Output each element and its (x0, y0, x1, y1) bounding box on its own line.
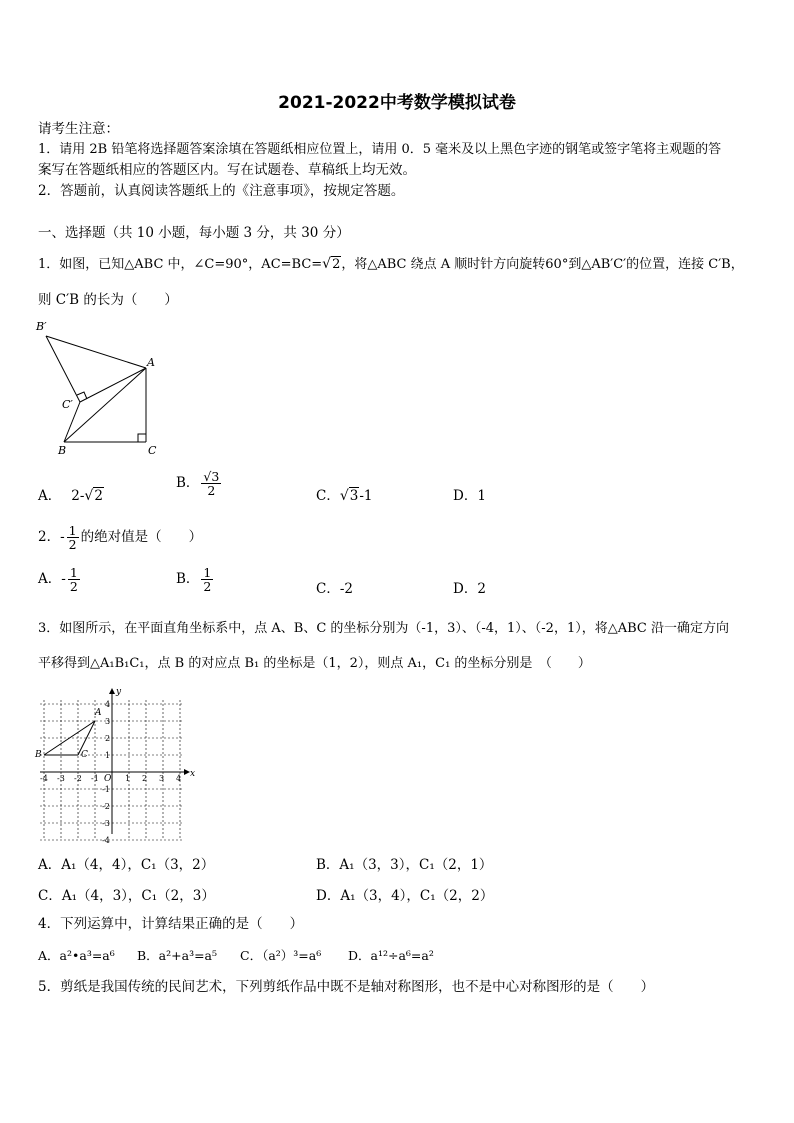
q3-x-tick-label: 4 (176, 774, 182, 783)
q3-x-tick-label: 1 (125, 774, 131, 783)
q1-option-b[interactable] (176, 470, 223, 497)
q3-x-tick-label: -2 (74, 774, 82, 783)
q2-frac-den: 2 (68, 537, 77, 553)
q2-frac-num: 1 (68, 523, 77, 538)
q2-option-b-label: B． (176, 571, 200, 588)
q1-label-bprime: B′ (36, 320, 47, 333)
q2-option-b[interactable] (176, 566, 215, 593)
q3-y-tick-label: -2 (102, 802, 110, 811)
q1-edge-bprime-a (46, 336, 146, 368)
notice-line-1: 1．请用 2B 铅笔将选择题答案涂填在答题纸相应位置上，请用 0．5 毫米及以上黑色字迹的钢笔或签字笔将主观题的答 (38, 142, 722, 157)
q3-y-tick-label: -4 (102, 836, 110, 845)
q3-y-tick-label: -1 (102, 785, 110, 794)
q1-edge-bprime-cprime (46, 336, 80, 402)
q1-right-angle-c (138, 434, 146, 442)
question-1-text (38, 255, 744, 274)
q1-option-a-sqrt: √2 (84, 488, 103, 504)
q4-option-c[interactable]: C．（a²）³=a⁶ (240, 948, 322, 963)
q3-y-tick-label: 3 (105, 717, 111, 726)
q3-x-tick-label: 3 (159, 774, 165, 783)
q3-point-c-label: C (81, 750, 88, 760)
q3-y-tick-label: -3 (102, 819, 110, 828)
question-3-line2: 平移得到△A₁B₁C₁，点 B 的对应点 B₁ 的坐标是（1，2），则点 A₁，C₁ 的坐标分别是 （ ） (38, 656, 591, 671)
q1-sqrt-value: 2 (332, 257, 341, 272)
q3-y-label: y (116, 687, 122, 697)
question-5-text: 5．剪纸是我国传统的民间艺术，下列剪纸作品中既不是轴对称图形，也不是中心对称图形的是（ ） (38, 979, 655, 995)
question-4-text: 4．下列运算中，计算结果正确的是（ ） (38, 916, 304, 932)
q1-text-a: 1．如图，已知△ABC 中，∠C=90°，AC=BC= (38, 257, 323, 272)
q1-option-a[interactable] (38, 484, 104, 504)
q2-option-a-num: 1 (69, 565, 78, 580)
notice-heading: 请考生注意： (38, 121, 119, 137)
q1-sqrt: √2 (322, 256, 341, 272)
q2-option-a[interactable] (38, 566, 82, 593)
q2-option-b-num: 1 (203, 565, 212, 580)
q1-edge-b-a (64, 368, 146, 442)
q1-rotation-figure (30, 318, 170, 460)
q1-edge-cprime-a (80, 368, 146, 402)
q3-y-tick-label: 4 (105, 700, 111, 709)
q2-option-a-den: 2 (69, 579, 78, 595)
q1-right-angle-cprime (77, 392, 87, 399)
q1-option-c-sqrt-value: 3 (349, 488, 359, 504)
q3-y-tick-label: 1 (105, 751, 111, 760)
q1-label-a: A (147, 356, 155, 369)
q3-option-c[interactable]: C．A₁（4，3），C₁（2，3） (38, 888, 215, 904)
q1-option-c[interactable] (316, 484, 373, 504)
q3-option-a[interactable]: A．A₁（4，4），C₁（3，2） (38, 857, 215, 873)
section-heading: 一、选择题（共 10 小题，每小题 3 分，共 30 分） (38, 225, 350, 241)
q1-option-c-post: -1 (359, 488, 373, 504)
q2-option-c[interactable]: C．-2 (316, 581, 353, 597)
q3-x-tick-label: -1 (91, 774, 99, 783)
page-title: 2021-2022中考数学模拟试卷 (278, 93, 516, 113)
notice-line-3: 2．答题前，认真阅读答题纸上的《注意事项》，按规定答题。 (38, 183, 405, 199)
q1-option-a-label: A． (38, 488, 62, 504)
q1-option-b-fraction (201, 470, 221, 497)
q4-option-d[interactable]: D．a¹²÷a⁶=a² (348, 948, 434, 963)
q2-option-d[interactable]: D．2 (453, 581, 486, 597)
q1-label-b: B (58, 444, 67, 457)
q1-option-d[interactable]: D．1 (453, 488, 486, 504)
q3-x-tick-label: 2 (142, 774, 148, 783)
q1-option-b-den: 2 (207, 483, 216, 499)
q1-text-b: ，将△ABC 绕点 A 顺时针方向旋转60°到△AB′C′的位置，连接 C′B， (341, 257, 744, 272)
q1-option-b-num: √3 (203, 469, 220, 484)
q2-option-b-den: 2 (203, 579, 212, 595)
q2-fraction (67, 524, 79, 551)
q3-coordinate-grid (34, 684, 198, 845)
q3-option-b[interactable]: B．A₁（3，3），C₁（2，1） (316, 857, 493, 873)
question-1-line2: 则 C′B 的长为（ ） (38, 292, 178, 308)
q1-option-a-sqrt-value: 2 (94, 488, 103, 504)
q3-option-d[interactable]: D．A₁（3，4），C₁（2，2） (316, 888, 494, 904)
q2-option-a-fraction (68, 566, 80, 593)
q1-label-c: C (148, 444, 157, 457)
q4-option-a[interactable]: A．a²•a³=a⁶ (38, 948, 115, 963)
q2-stem: 的绝对值是（ ） (80, 529, 203, 546)
q1-label-cprime: C′ (62, 398, 73, 411)
q2-option-a-label: A．- (38, 571, 66, 588)
q1-option-a-pre: 2- (71, 488, 85, 504)
q3-point-a-label: A (95, 708, 102, 718)
q2-option-b-fraction (201, 566, 213, 593)
q1-option-c-label: C． (316, 488, 340, 504)
q3-x-tick-label: -4 (40, 774, 48, 783)
q4-option-b[interactable]: B．a²+a³=a⁵ (137, 948, 218, 963)
q1-option-b-label: B． (176, 475, 200, 492)
q3-origin-label: O (104, 774, 112, 784)
q3-x-tick-label: -3 (57, 774, 65, 783)
question-2-text (38, 524, 202, 551)
notice-line-2: 案写在答题纸相应的答题区内。写在试题卷、草稿纸上均无效。 (38, 162, 416, 178)
question-3-line1: 3．如图所示，在平面直角坐标系中，点 A、B、C 的坐标分别为（-1，3）、（-4，1）、（-2，1），将△ABC 沿一确定方向 (38, 621, 729, 636)
q1-option-c-sqrt: √3 (339, 488, 359, 504)
q3-point-b-label: B (35, 750, 42, 760)
q3-y-tick-label: 2 (105, 734, 111, 743)
q2-label: 2．- (38, 529, 65, 546)
q3-x-label: x (190, 769, 196, 779)
q3-y-arrow (109, 688, 115, 694)
